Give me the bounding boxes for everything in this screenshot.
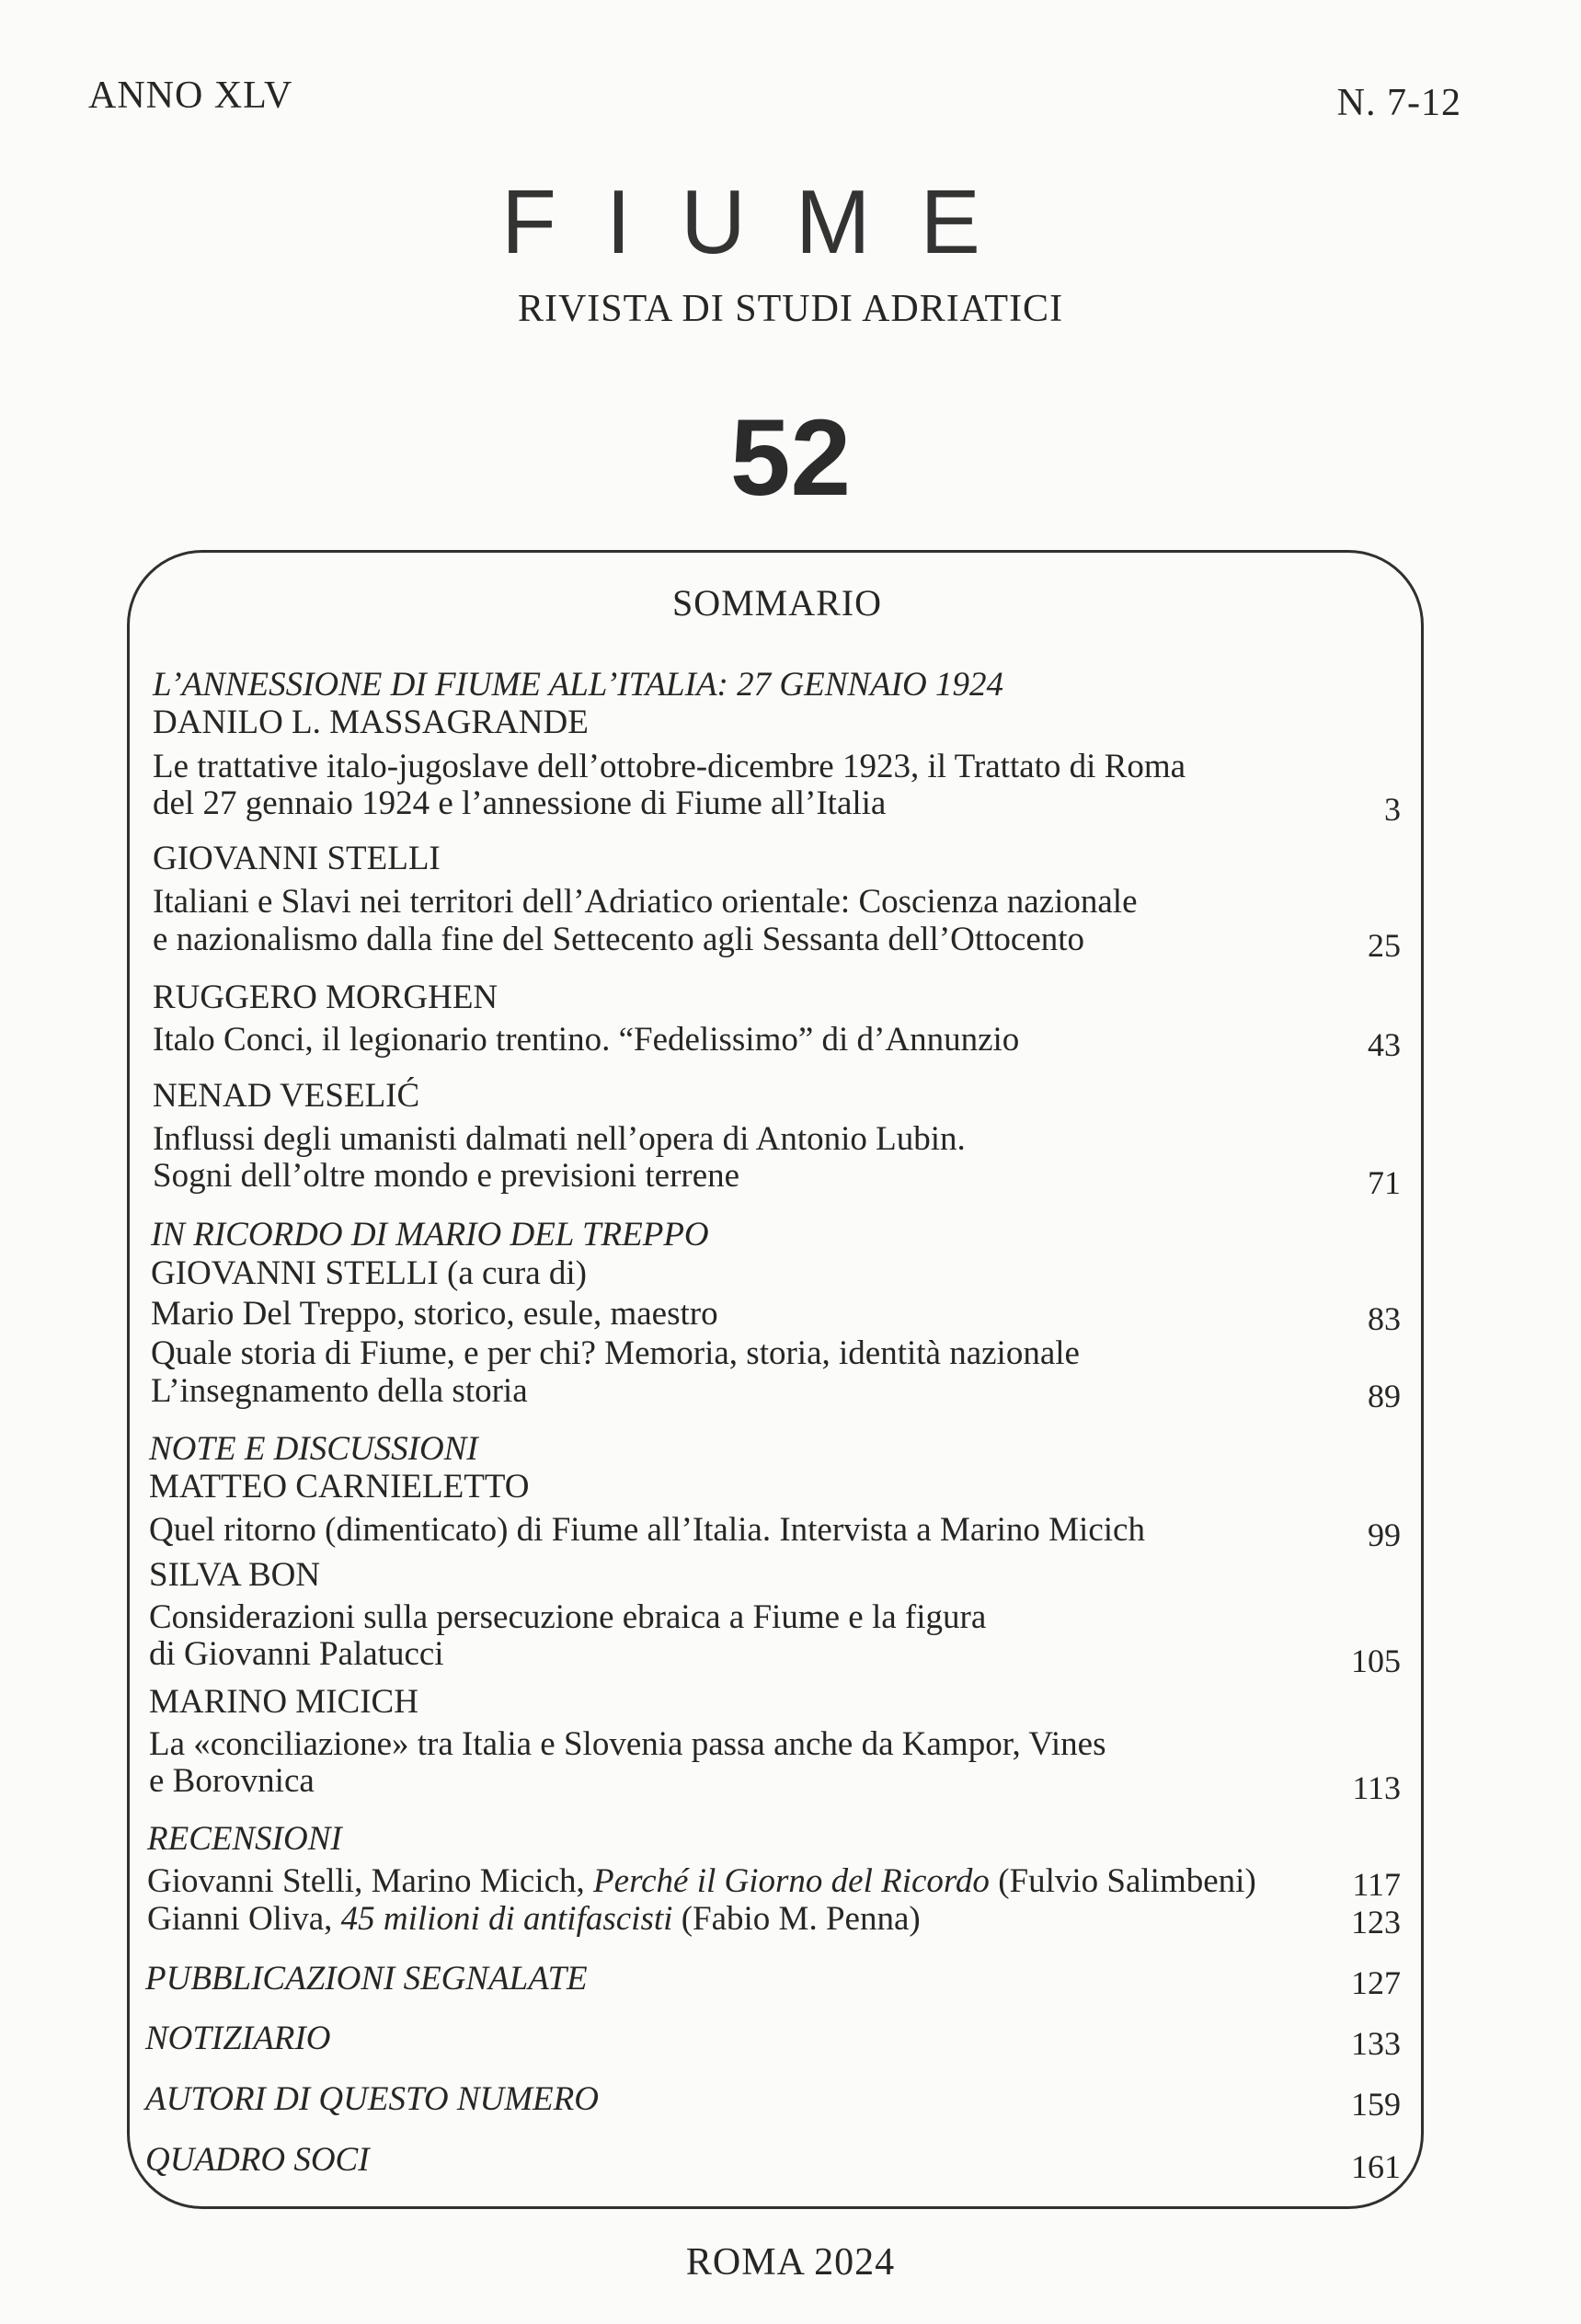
page-number: 71 (1368, 1164, 1401, 1201)
entry-title: Mario Del Treppo, storico, esule, maestro (151, 1295, 718, 1333)
entry-title: Considerazioni sulla persecuzione ebraica a Fiume e la figura (149, 1598, 987, 1636)
review-book-title: 45 milioni di antifascisti (340, 1900, 673, 1938)
journal-title: FIUME (501, 171, 1030, 272)
section-pubblicazioni: PUBBLICAZIONI SEGNALATE (145, 1960, 588, 1998)
entry-author: MATTEO CARNIELETTO (149, 1468, 530, 1505)
entry-title: Sogni dell’oltre mondo e previsioni terrene (153, 1157, 740, 1195)
entry-title: Quale storia di Fiume, e per chi? Memoria, storia, identità nazionale (151, 1334, 1080, 1372)
review-authors: Giovanni Stelli, Marino Micich, (147, 1862, 594, 1900)
entry-author: MARINO MICICH (149, 1683, 418, 1721)
page-number: 161 (1351, 2148, 1401, 2185)
page-number: 127 (1351, 1964, 1401, 2001)
review-entry (147, 1902, 921, 1936)
page-number: 99 (1368, 1517, 1401, 1553)
entry-author: GIOVANNI STELLI (153, 840, 441, 877)
section-soci: QUADRO SOCI (145, 2141, 370, 2179)
entry-title: e nazionalismo dalla fine del Settecento agli Sessanta dell’Ottocento (153, 921, 1085, 958)
entry-title: L’insegnamento della storia (151, 1372, 528, 1410)
page-number: 25 (1368, 927, 1401, 964)
page-number: 159 (1351, 2086, 1401, 2123)
review-entry (147, 1864, 1256, 1898)
entry-author: RUGGERO MORGHEN (153, 979, 498, 1016)
journal-subtitle: RIVISTA DI STUDI ADRIATICI (517, 288, 1064, 330)
entry-author: DANILO L. MASSAGRANDE (153, 704, 589, 741)
review-book-title: Perché il Giorno del Ricordo (593, 1862, 990, 1900)
review-reviewer: (Fabio M. Penna) (672, 1900, 921, 1938)
page-number: 117 (1352, 1866, 1401, 1903)
section-annessione: L’ANNESSIONE DI FIUME ALL’ITALIA: 27 GENNAIO 1924 (153, 666, 1003, 704)
section-ricordo: IN RICORDO DI MARIO DEL TREPPO (151, 1216, 709, 1254)
entry-title: e Borovnica (149, 1762, 315, 1800)
page-number: 83 (1368, 1300, 1401, 1337)
page-number: 113 (1352, 1769, 1401, 1806)
entry-title: di Giovanni Palatucci (149, 1635, 444, 1673)
entry-title: Quel ritorno (dimenticato) di Fiume all’Italia. Intervista a Marino Micich (149, 1511, 1145, 1549)
section-autori: AUTORI DI QUESTO NUMERO (145, 2080, 599, 2118)
entry-title: Italo Conci, il legionario trentino. “Fedelissimo” di d’Annunzio (153, 1021, 1020, 1059)
issue-range-label: N. 7-12 (1336, 82, 1461, 124)
imprint-place-year: ROMA 2024 (685, 2241, 896, 2284)
entry-title: Influssi degli umanisti dalmati nell’opera di Antonio Lubin. (153, 1120, 966, 1158)
entry-title: Italiani e Slavi nei territori dell’Adriatico orientale: Coscienza nazionale (153, 883, 1138, 921)
toc-heading: SOMMARIO (671, 582, 883, 624)
section-notiziario: NOTIZIARIO (145, 2020, 331, 2057)
page-number: 43 (1368, 1026, 1401, 1063)
page-number: 133 (1351, 2025, 1401, 2062)
review-authors: Gianni Oliva, (147, 1900, 341, 1938)
page-number: 123 (1351, 1904, 1401, 1940)
issue-number: 52 (729, 397, 852, 519)
review-reviewer: (Fulvio Salimbeni) (989, 1862, 1256, 1900)
page-number: 89 (1368, 1378, 1401, 1414)
entry-title: Le trattative italo-jugoslave dell’ottobre-dicembre 1923, il Trattato di Roma (153, 748, 1186, 785)
entry-title: del 27 gennaio 1924 e l’annessione di Fiume all’Italia (153, 784, 887, 822)
section-note: NOTE E DISCUSSIONI (149, 1430, 478, 1468)
entry-author: NENAD VESELIĆ (153, 1077, 420, 1115)
section-recensioni: RECENSIONI (147, 1820, 342, 1858)
page-number: 105 (1351, 1643, 1401, 1679)
entry-author: GIOVANNI STELLI (a cura di) (151, 1254, 588, 1292)
page-number: 3 (1384, 791, 1401, 828)
entry-author: SILVA BON (149, 1556, 321, 1594)
entry-title: La «conciliazione» tra Italia e Slovenia passa anche da Kampor, Vines (149, 1725, 1106, 1763)
year-label: ANNO XLV (88, 74, 293, 117)
